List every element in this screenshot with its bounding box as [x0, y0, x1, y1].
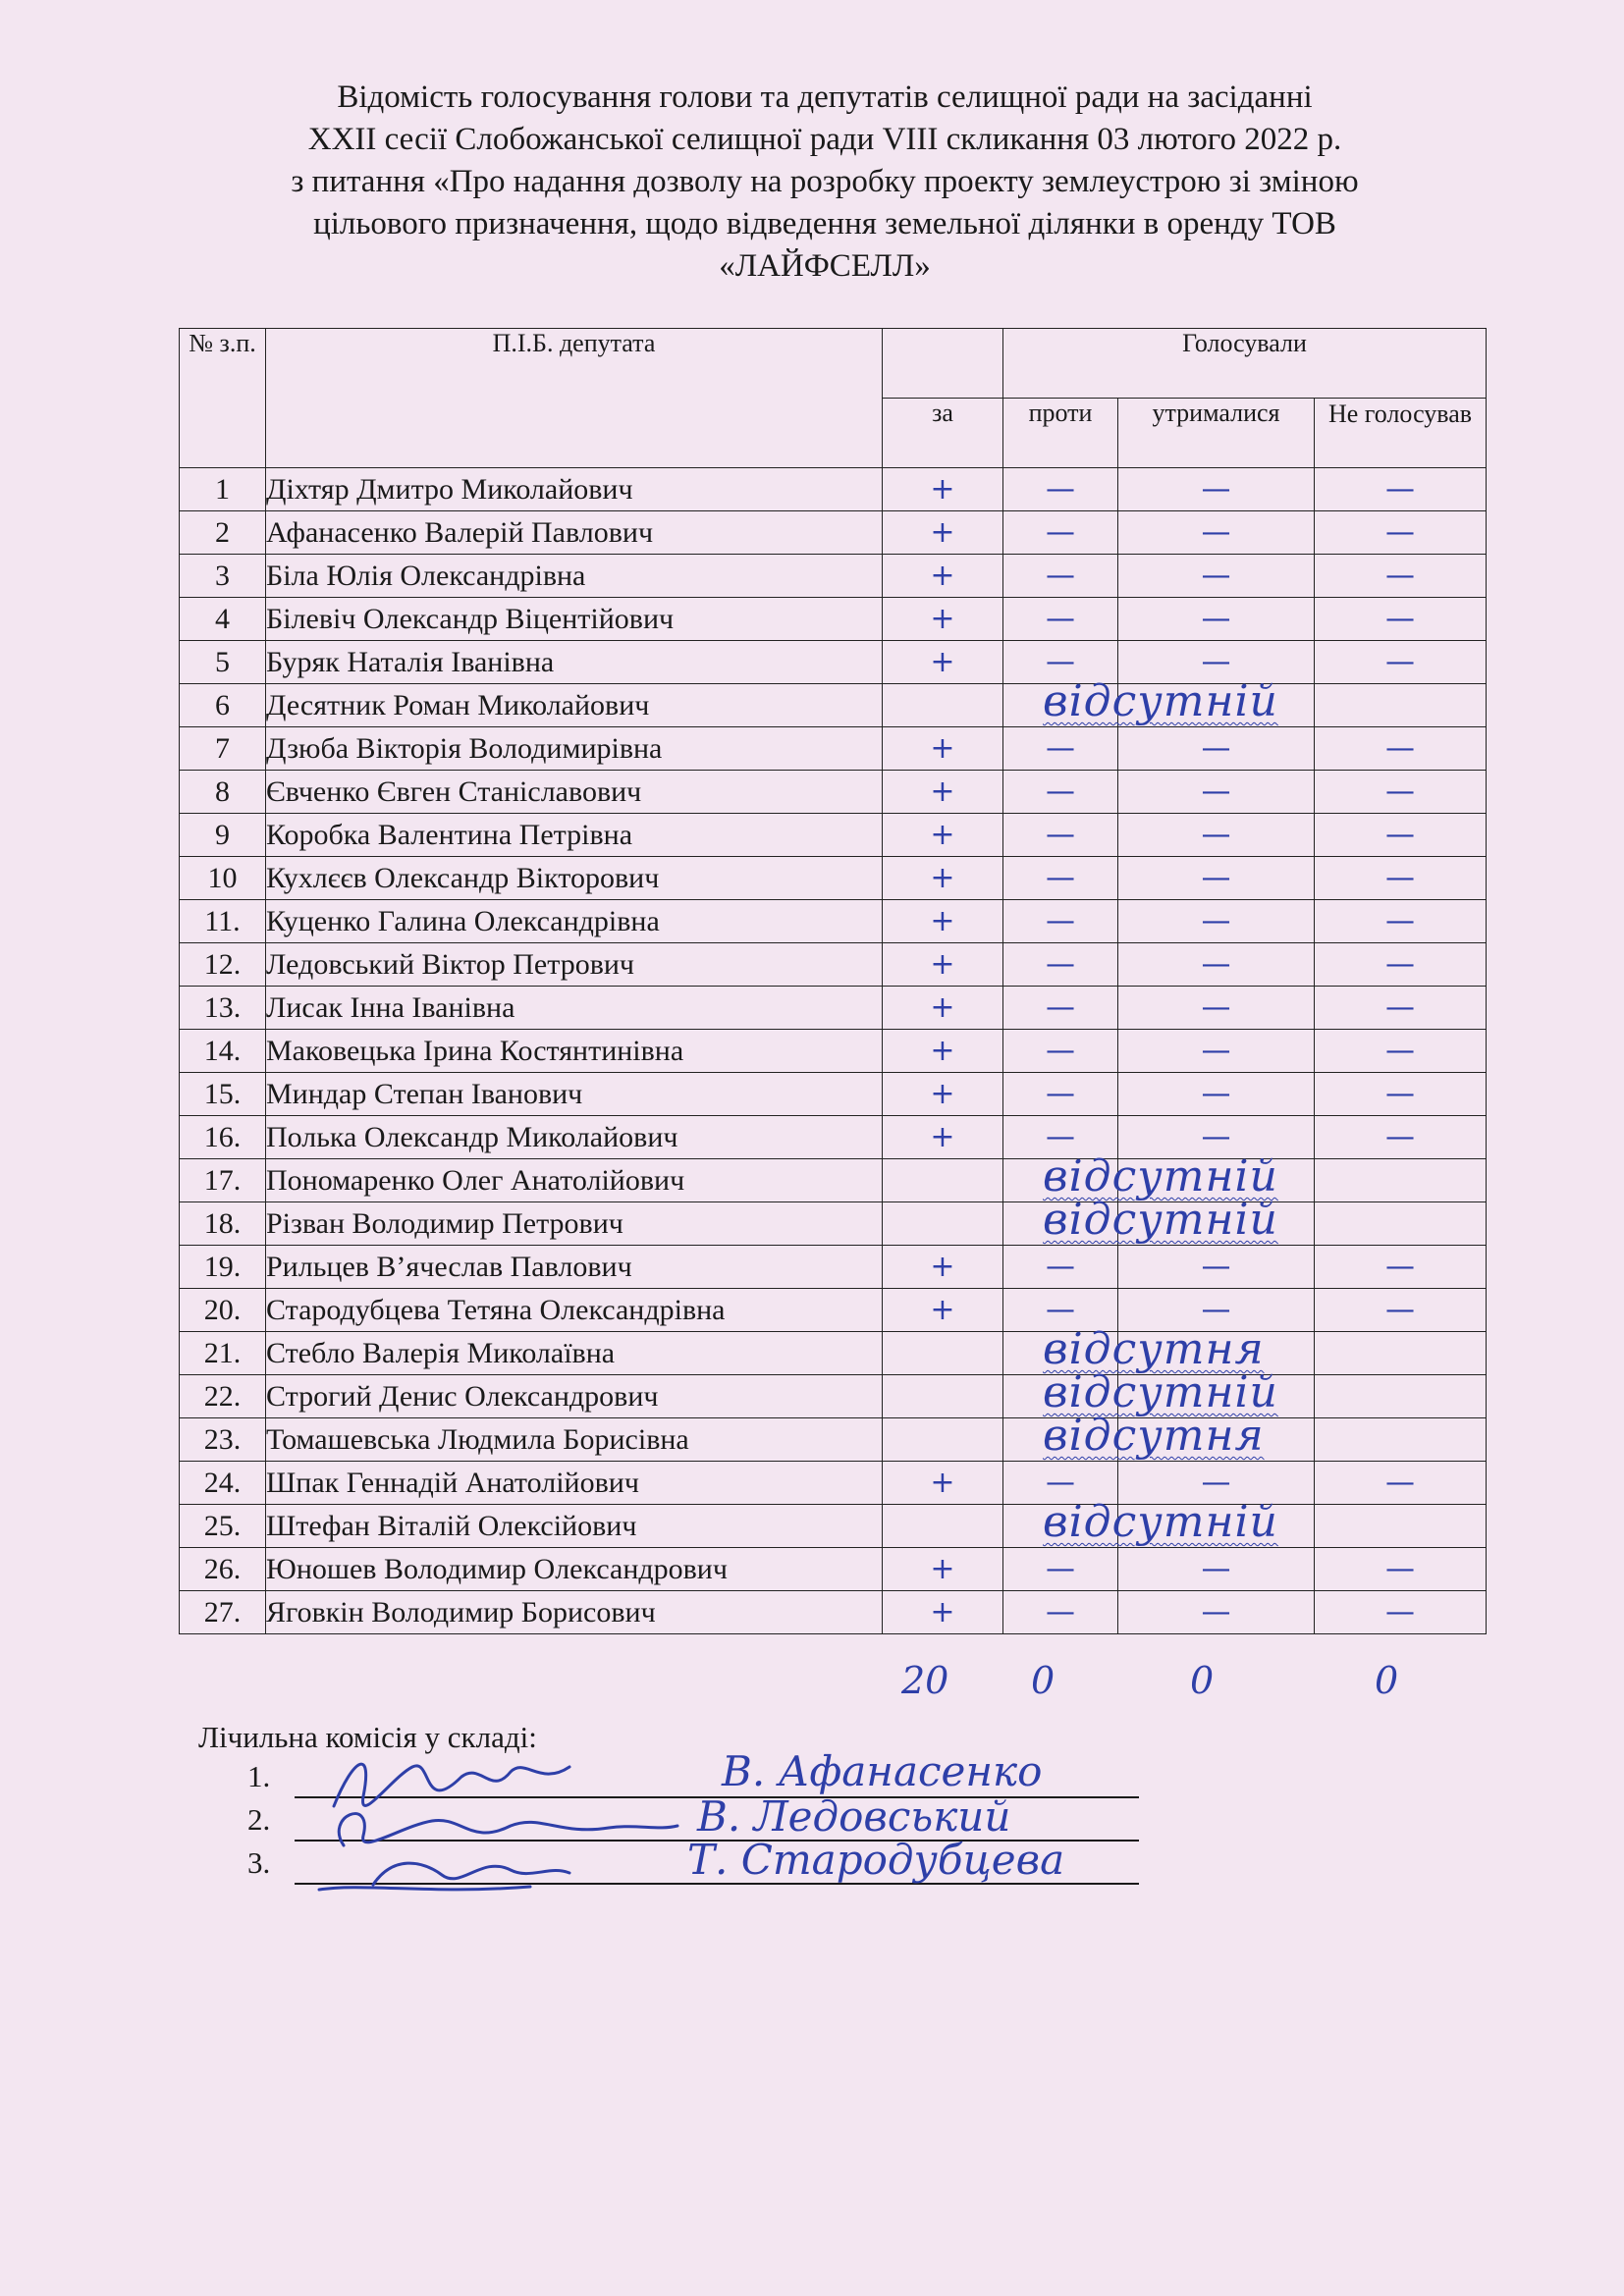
- absent-note: відсутній: [1043, 1195, 1278, 1245]
- handwritten-signatures-graphic: [314, 1737, 687, 1904]
- row-num: 26.: [180, 1548, 266, 1591]
- total-not-voted: 0: [1375, 1659, 1399, 1702]
- vote-against: [1003, 1497, 1278, 1548]
- vote-for: +: [883, 814, 1003, 857]
- vote-not-voted: —: [1315, 1116, 1487, 1159]
- row-name: Миндар Степан Іванович: [266, 1073, 883, 1116]
- vote-for: [883, 684, 1003, 727]
- signature-name: В. Афанасенко: [722, 1747, 1043, 1795]
- vote-not-voted: —: [1315, 857, 1487, 900]
- vote-for: +: [883, 943, 1003, 987]
- vote-against: —: [1003, 598, 1118, 641]
- vote-for: +: [883, 771, 1003, 814]
- row-num: 14.: [180, 1030, 266, 1073]
- vote-for: +: [883, 1591, 1003, 1634]
- row-name: Строгий Денис Олександрович: [266, 1375, 883, 1418]
- vote-against: [1003, 1367, 1278, 1418]
- vote-not-voted: —: [1315, 771, 1487, 814]
- vote-for: +: [883, 987, 1003, 1030]
- vote-not-voted: —: [1315, 814, 1487, 857]
- header-blank: [883, 329, 1003, 399]
- vote-against: —: [1003, 771, 1118, 814]
- vote-against: —: [1003, 1462, 1118, 1505]
- row-num: 5: [180, 641, 266, 684]
- total-abstained: 0: [1190, 1659, 1215, 1702]
- vote-for: [883, 1332, 1003, 1375]
- table-row: [180, 1073, 1487, 1116]
- row-name: Томашевська Людмила Борисівна: [266, 1418, 883, 1462]
- vote-against: [1003, 1151, 1278, 1202]
- vote-not-voted: —: [1315, 1289, 1487, 1332]
- total-against: 0: [1031, 1659, 1056, 1702]
- table-row: [180, 814, 1487, 857]
- table-row: [180, 468, 1487, 511]
- row-name: Полька Олександр Миколайович: [266, 1116, 883, 1159]
- header-not-voted: Не голосував: [1315, 399, 1487, 468]
- table-row: [180, 1159, 1487, 1202]
- row-num: 11.: [180, 900, 266, 943]
- row-name: Маковецька Ірина Костянтинівна: [266, 1030, 883, 1073]
- vote-against: —: [1003, 1073, 1118, 1116]
- vote-abstained: —: [1118, 943, 1315, 987]
- row-num: 19.: [180, 1246, 266, 1289]
- row-num: 25.: [180, 1505, 266, 1548]
- row-name: Кухлєєв Олександр Вікторович: [266, 857, 883, 900]
- vote-for: +: [883, 468, 1003, 511]
- vote-not-voted: —: [1315, 598, 1487, 641]
- table-row: [180, 684, 1487, 727]
- table-row: [180, 727, 1487, 771]
- row-num: 8: [180, 771, 266, 814]
- vote-abstained: [1118, 1505, 1315, 1548]
- vote-not-voted: [1315, 1375, 1487, 1418]
- vote-abstained: —: [1118, 1030, 1315, 1073]
- table-row: [180, 1418, 1487, 1462]
- row-num: 21.: [180, 1332, 266, 1375]
- vote-abstained: [1118, 1418, 1315, 1462]
- absent-note: відсутній: [1043, 1367, 1278, 1417]
- voting-table: [179, 328, 1487, 1634]
- vote-not-voted: —: [1315, 1246, 1487, 1289]
- table-row: [180, 1202, 1487, 1246]
- vote-for: +: [883, 641, 1003, 684]
- row-name: Рильцев В’ячеслав Павлович: [266, 1246, 883, 1289]
- row-num: 16.: [180, 1116, 266, 1159]
- vote-abstained: —: [1118, 555, 1315, 598]
- absent-note: відсутня: [1043, 1411, 1265, 1461]
- vote-for: +: [883, 555, 1003, 598]
- row-num: 3: [180, 555, 266, 598]
- row-name: Стародубцева Тетяна Олександрівна: [266, 1289, 883, 1332]
- table-row: [180, 987, 1487, 1030]
- row-name: Пономаренко Олег Анатолійович: [266, 1159, 883, 1202]
- vote-against: —: [1003, 641, 1118, 684]
- row-name: Яговкін Володимир Борисович: [266, 1591, 883, 1634]
- row-name: Стебло Валерія Миколаївна: [266, 1332, 883, 1375]
- vote-against: —: [1003, 987, 1118, 1030]
- row-name: Куценко Галина Олександрівна: [266, 900, 883, 943]
- vote-against: [1003, 1411, 1265, 1462]
- vote-against: —: [1003, 900, 1118, 943]
- vote-against: —: [1003, 857, 1118, 900]
- vote-not-voted: [1315, 684, 1487, 727]
- vote-not-voted: [1315, 1159, 1487, 1202]
- row-num: 27.: [180, 1591, 266, 1634]
- row-name: Афанасенко Валерій Павлович: [266, 511, 883, 555]
- table-row: [180, 900, 1487, 943]
- vote-for: +: [883, 1116, 1003, 1159]
- table-row: [180, 943, 1487, 987]
- signature-num: 1.: [247, 1759, 271, 1793]
- header-abstained: утрималися: [1118, 399, 1315, 468]
- vote-against: —: [1003, 1548, 1118, 1591]
- absent-note: відсутній: [1043, 676, 1278, 726]
- signature-name: В. Ледовський: [697, 1792, 1011, 1841]
- vote-for: +: [883, 1030, 1003, 1073]
- vote-not-voted: [1315, 1505, 1487, 1548]
- total-for: 20: [901, 1659, 949, 1702]
- vote-not-voted: [1315, 1332, 1487, 1375]
- table-row: [180, 511, 1487, 555]
- vote-not-voted: [1315, 1418, 1487, 1462]
- row-num: 2: [180, 511, 266, 555]
- absent-note: відсутня: [1043, 1324, 1265, 1374]
- header-num: № з.п.: [180, 329, 266, 468]
- row-num: 17.: [180, 1159, 266, 1202]
- vote-for: +: [883, 1548, 1003, 1591]
- header-for: за: [883, 399, 1003, 468]
- vote-abstained: [1118, 1159, 1315, 1202]
- header-name: П.І.Б. депутата: [266, 329, 883, 468]
- row-num: 24.: [180, 1462, 266, 1505]
- absent-note: відсутній: [1043, 1497, 1278, 1547]
- vote-against: —: [1003, 727, 1118, 771]
- vote-abstained: —: [1118, 1548, 1315, 1591]
- vote-abstained: —: [1118, 468, 1315, 511]
- vote-not-voted: —: [1315, 555, 1487, 598]
- row-name: Біла Юлія Олександрівна: [266, 555, 883, 598]
- row-name: Юношев Володимир Олександрович: [266, 1548, 883, 1591]
- vote-against: [1003, 1324, 1265, 1375]
- table-row: [180, 1505, 1487, 1548]
- vote-for: [883, 1418, 1003, 1462]
- vote-not-voted: —: [1315, 641, 1487, 684]
- table-row: [180, 1462, 1487, 1505]
- vote-against: [1003, 1195, 1278, 1246]
- vote-abstained: [1118, 1375, 1315, 1418]
- document-title: [177, 77, 1473, 288]
- row-name: Євченко Євген Станіславович: [266, 771, 883, 814]
- title-line: Відомість голосування голови та депутатів селищної ради на засіданні: [337, 80, 1313, 115]
- table-row: [180, 1030, 1487, 1073]
- vote-for: +: [883, 857, 1003, 900]
- vote-for: +: [883, 1462, 1003, 1505]
- vote-totals: [0, 1659, 1624, 1708]
- vote-against: —: [1003, 468, 1118, 511]
- row-num: 1: [180, 468, 266, 511]
- title-line: «ЛАЙФСЕЛЛ»: [719, 248, 931, 284]
- row-num: 4: [180, 598, 266, 641]
- row-num: 9: [180, 814, 266, 857]
- vote-abstained: [1118, 1202, 1315, 1246]
- vote-abstained: —: [1118, 641, 1315, 684]
- table-row: [180, 1246, 1487, 1289]
- vote-not-voted: —: [1315, 1030, 1487, 1073]
- title-line: з питання «Про надання дозволу на розробку проекту землеустрою зі зміною: [291, 164, 1359, 199]
- signature-num: 3.: [247, 1845, 271, 1880]
- vote-not-voted: —: [1315, 511, 1487, 555]
- absent-note: відсутній: [1043, 1151, 1278, 1201]
- vote-against: —: [1003, 1591, 1118, 1634]
- row-name: Діхтяр Дмитро Миколайович: [266, 468, 883, 511]
- vote-for: +: [883, 1246, 1003, 1289]
- vote-abstained: —: [1118, 814, 1315, 857]
- vote-against: —: [1003, 1246, 1118, 1289]
- table-row: [180, 598, 1487, 641]
- vote-abstained: —: [1118, 1246, 1315, 1289]
- vote-not-voted: —: [1315, 727, 1487, 771]
- table-row: [180, 1375, 1487, 1418]
- vote-against: —: [1003, 1116, 1118, 1159]
- table-row: [180, 641, 1487, 684]
- signature-name: Т. Стародубцева: [687, 1836, 1065, 1884]
- vote-abstained: —: [1118, 727, 1315, 771]
- vote-against: —: [1003, 1030, 1118, 1073]
- vote-not-voted: —: [1315, 987, 1487, 1030]
- row-num: 7: [180, 727, 266, 771]
- title-line: XXІІ сесії Слобожанської селищної ради VІІІ скликання 03 лютого 2022 р.: [307, 122, 1342, 157]
- vote-for: [883, 1375, 1003, 1418]
- signature-num: 2.: [247, 1802, 271, 1837]
- vote-abstained: —: [1118, 1462, 1315, 1505]
- row-num: 6: [180, 684, 266, 727]
- vote-abstained: —: [1118, 1116, 1315, 1159]
- vote-for: +: [883, 511, 1003, 555]
- row-name: Різван Володимир Петрович: [266, 1202, 883, 1246]
- commission-label: Лічильна комісія у складі:: [198, 1720, 537, 1754]
- table-row: [180, 1289, 1487, 1332]
- vote-abstained: —: [1118, 771, 1315, 814]
- vote-not-voted: —: [1315, 468, 1487, 511]
- table-row: [180, 555, 1487, 598]
- table-row: [180, 1591, 1487, 1634]
- vote-not-voted: —: [1315, 1073, 1487, 1116]
- table-row: [180, 1332, 1487, 1375]
- row-num: 23.: [180, 1418, 266, 1462]
- vote-for: +: [883, 1289, 1003, 1332]
- row-num: 22.: [180, 1375, 266, 1418]
- vote-for: [883, 1202, 1003, 1246]
- vote-not-voted: —: [1315, 1462, 1487, 1505]
- vote-abstained: —: [1118, 1073, 1315, 1116]
- row-name: Білевіч Олександр Віцентійович: [266, 598, 883, 641]
- row-num: 12.: [180, 943, 266, 987]
- vote-abstained: —: [1118, 900, 1315, 943]
- header-against: проти: [1003, 399, 1118, 468]
- vote-for: +: [883, 598, 1003, 641]
- row-name: Лисак Інна Іванівна: [266, 987, 883, 1030]
- row-name: Дзюба Вікторія Володимирівна: [266, 727, 883, 771]
- vote-abstained: —: [1118, 987, 1315, 1030]
- vote-for: [883, 1159, 1003, 1202]
- vote-not-voted: —: [1315, 900, 1487, 943]
- row-num: 13.: [180, 987, 266, 1030]
- header-voted: Голосували: [1003, 329, 1487, 399]
- table-body: [180, 468, 1487, 1634]
- table-row: [180, 1548, 1487, 1591]
- table-row: [180, 857, 1487, 900]
- row-name: Буряк Наталія Іванівна: [266, 641, 883, 684]
- row-num: 15.: [180, 1073, 266, 1116]
- row-name: Штефан Віталій Олексійович: [266, 1505, 883, 1548]
- row-name: Десятник Роман Миколайович: [266, 684, 883, 727]
- vote-for: +: [883, 727, 1003, 771]
- vote-abstained: [1118, 1332, 1315, 1375]
- vote-abstained: —: [1118, 511, 1315, 555]
- vote-against: —: [1003, 555, 1118, 598]
- row-name: Коробка Валентина Петрівна: [266, 814, 883, 857]
- vote-abstained: —: [1118, 1591, 1315, 1634]
- vote-not-voted: —: [1315, 943, 1487, 987]
- vote-against: —: [1003, 1289, 1118, 1332]
- table-row: [180, 771, 1487, 814]
- vote-abstained: —: [1118, 1289, 1315, 1332]
- vote-abstained: —: [1118, 598, 1315, 641]
- vote-against: —: [1003, 814, 1118, 857]
- vote-for: +: [883, 1073, 1003, 1116]
- vote-not-voted: [1315, 1202, 1487, 1246]
- row-num: 10: [180, 857, 266, 900]
- row-num: 20.: [180, 1289, 266, 1332]
- vote-against: —: [1003, 943, 1118, 987]
- vote-abstained: —: [1118, 857, 1315, 900]
- table-row: [180, 1116, 1487, 1159]
- vote-for: [883, 1505, 1003, 1548]
- vote-abstained: [1118, 684, 1315, 727]
- vote-not-voted: —: [1315, 1591, 1487, 1634]
- row-name: Ледовський Віктор Петрович: [266, 943, 883, 987]
- vote-against: [1003, 676, 1278, 727]
- vote-for: +: [883, 900, 1003, 943]
- vote-not-voted: —: [1315, 1548, 1487, 1591]
- row-num: 18.: [180, 1202, 266, 1246]
- title-line: цільового призначення, щодо відведення земельної ділянки в оренду ТОВ: [313, 206, 1336, 241]
- vote-against: —: [1003, 511, 1118, 555]
- row-name: Шпак Геннадій Анатолійович: [266, 1462, 883, 1505]
